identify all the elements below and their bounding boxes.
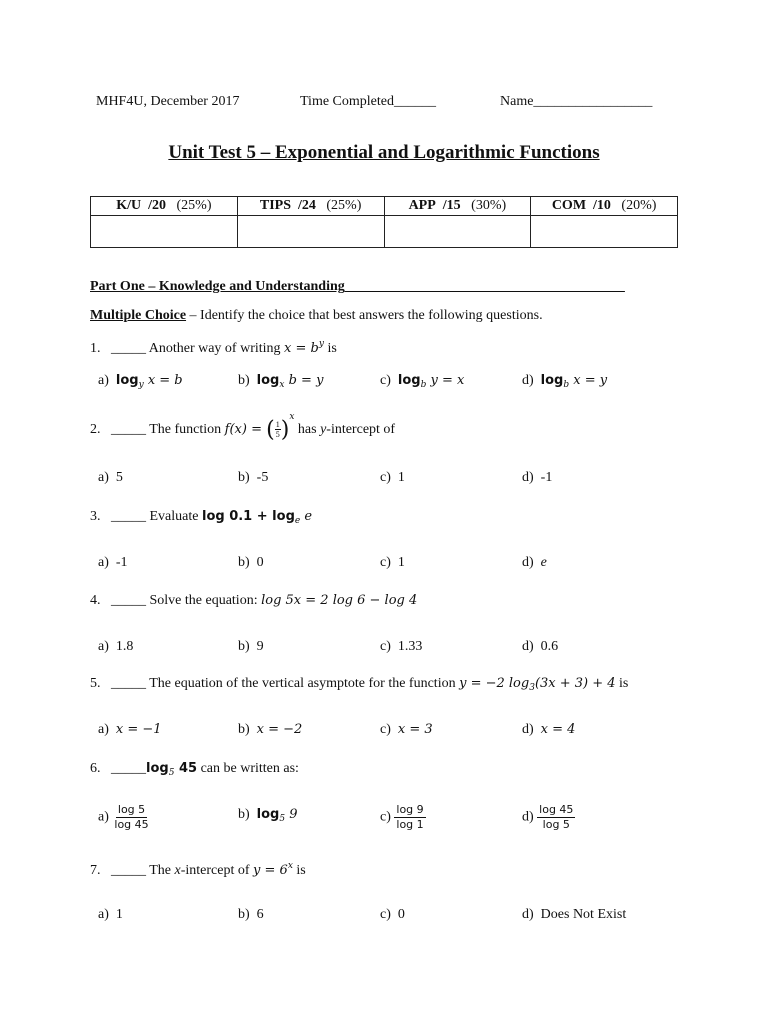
answer-blank[interactable]: _____ — [111, 863, 146, 878]
q7-option-d[interactable]: d) Does Not Exist — [522, 907, 627, 922]
q5-option-c[interactable]: c) x = 3 — [380, 722, 433, 737]
q5-option-d[interactable]: d) x = 4 — [522, 722, 576, 737]
q3-option-a[interactable]: a) -1 — [98, 555, 128, 570]
question-5: 5. _____ The equation of the vertical asymptote for the function y = −2 $\log_3(3x + 3) + 4$ is — [90, 676, 629, 693]
question-2: 2. _____ The function f(x) = ( $\frac{1}{5}$ )$^x$ has y-intercept of — [90, 412, 396, 443]
question-4: 4. _____ Solve the equation: log 5x = 2 log 6 − log 4 — [90, 593, 418, 608]
marks-cell-ku: K/U /20 (25%) — [91, 197, 238, 216]
marks-cell-app: APP /15 (30%) — [384, 197, 531, 216]
q1-option-c[interactable]: c) $\log_b y = x$ — [380, 373, 465, 390]
time-completed-field: Time Completed______ — [300, 94, 436, 109]
score-cell-tips[interactable] — [237, 216, 384, 248]
question-7: 7. _____ The x-intercept of $y = 6^x$ is — [90, 861, 306, 878]
q1-option-b[interactable]: b) $\log_x b = y$ — [238, 373, 324, 390]
marks-table-score-row — [91, 216, 678, 248]
q6-option-b[interactable]: b) $\log_5 9$ — [238, 807, 298, 824]
answer-blank[interactable]: _____ — [111, 509, 146, 524]
q3-option-c[interactable]: c) 1 — [380, 555, 405, 570]
q1-option-a[interactable]: a) $\log_y x = b$ — [98, 373, 183, 390]
question-1: 1. _____ Another way of writing $x = b^y$ is — [90, 339, 337, 356]
q7-option-a[interactable]: a) 1 — [98, 907, 123, 922]
q3-option-b[interactable]: b) 0 — [238, 555, 264, 570]
q7-option-b[interactable]: b) 6 — [238, 907, 264, 922]
score-cell-ku[interactable] — [91, 216, 238, 248]
q2-option-b[interactable]: b) -5 — [238, 470, 269, 485]
q6-option-d[interactable]: d) $\frac{\log 45}{\log 5}$ — [522, 803, 574, 831]
q4-option-d[interactable]: d) 0.6 — [522, 639, 559, 654]
q4-option-b[interactable]: b) 9 — [238, 639, 264, 654]
q2-option-d[interactable]: d) -1 — [522, 470, 553, 485]
q4-option-c[interactable]: c) 1.33 — [380, 639, 423, 654]
q7-option-c[interactable]: c) 0 — [380, 907, 405, 922]
score-cell-app[interactable] — [384, 216, 531, 248]
q4-option-a[interactable]: a) 1.8 — [98, 639, 134, 654]
marks-cell-tips: TIPS /24 (25%) — [237, 197, 384, 216]
marks-table — [90, 196, 678, 248]
answer-blank[interactable]: _____ — [111, 676, 146, 691]
q2-option-c[interactable]: c) 1 — [380, 470, 405, 485]
q2-option-a[interactable]: a) 5 — [98, 470, 123, 485]
q1-option-d[interactable]: d) $\log_b x = y$ — [522, 373, 608, 390]
question-6: 6. $\_\_\_\_\_\log_5$ 45 can be written as: — [90, 761, 299, 778]
score-cell-com[interactable] — [531, 216, 678, 248]
page-title: Unit Test 5 – Exponential and Logarithmic Functions — [168, 142, 600, 163]
course-code: MHF4U, December 2017 — [96, 94, 240, 109]
marks-table-header-row — [91, 197, 678, 216]
answer-blank[interactable]: _____ — [111, 593, 146, 608]
q5-option-b[interactable]: b) x = −2 — [238, 722, 303, 737]
name-field: Name_________________ — [500, 94, 653, 109]
q5-option-a[interactable]: a) x = −1 — [98, 722, 162, 737]
answer-blank[interactable]: _____ — [111, 422, 146, 437]
q6-option-c[interactable]: c) $\frac{\log 9}{\log 1}$ — [380, 803, 424, 831]
q3-option-d[interactable]: d) e — [522, 555, 547, 570]
answer-blank[interactable]: _____ — [111, 341, 146, 356]
marks-cell-com: COM /10 (20%) — [531, 197, 678, 216]
multiple-choice-instructions: Multiple Choice – Identify the choice that best answers the following questions. — [90, 308, 543, 323]
part-one-heading: Part One – Knowledge and Understanding________________________________________ — [90, 279, 625, 294]
q6-option-a[interactable]: a) $\frac{\log 5}{\log 45}$ — [98, 803, 149, 831]
question-3: 3. _____ Evaluate $\log 0.1 + \log_e e$ — [90, 509, 313, 526]
answer-blank[interactable]: _____ — [111, 761, 146, 776]
